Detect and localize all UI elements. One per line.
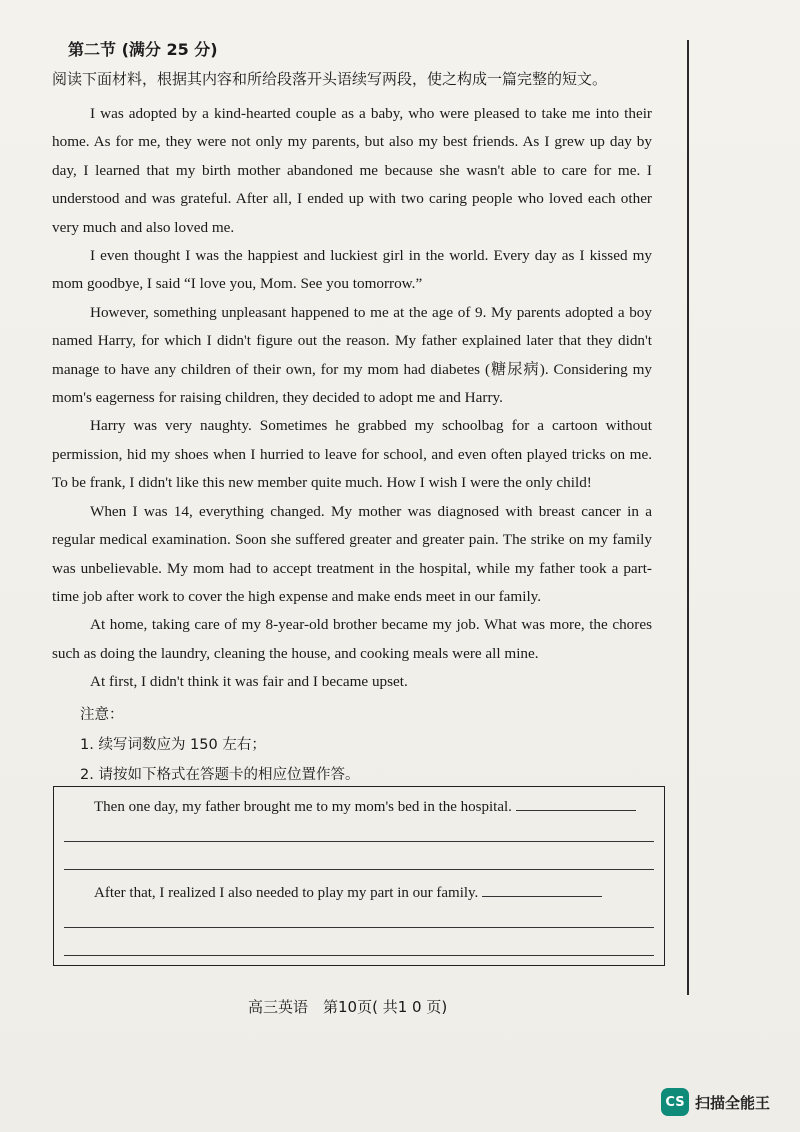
writing-line	[64, 869, 654, 870]
instruction-text: 阅读下面材料，根据其内容和所给段落开头语续写两段，使之构成一篇完整的短文。	[52, 70, 608, 88]
prompt-1-text: Then one day, my father brought me to my mom's bed in the hospital.	[94, 799, 512, 815]
watermark-text: 扫描全能王	[695, 1093, 771, 1112]
paragraph-1: I was adopted by a kind-hearted couple as a baby, who were pleased to take me into their home. As for me, they were not only my parents, but also my best friends. As I grew up day by day, I learned that my birth mother abandoned me because she wasn't able to care for me. I understood and was grateful. After all, I ended up with two caring people who loved each other very much and also loved me.	[52, 105, 652, 236]
page-footer: 高三英语 第10页( 共1 0 页)	[248, 998, 448, 1016]
paragraph-5: When I was 14, everything changed. My mother was diagnosed with breast cancer in a regular medical examination. Soon she suffered greater and greater pain. The strike on my family was unbelievable. My mom had to accept treatment in the hospital, while my father took a part-time job after work to cover the high expense and make ends meet in our family.	[52, 502, 652, 605]
prompt-1	[94, 799, 636, 816]
writing-line	[64, 955, 654, 956]
paragraph-6: At home, taking care of my 8-year-old brother became my job. What was more, the chores such as doing the laundry, cleaning the house, and cooking meals were all mine.	[52, 616, 652, 662]
note-item: 1. 续写词数应为 150 左右；	[80, 737, 266, 753]
writing-line	[64, 841, 654, 842]
prompt-2-text: After that, I realized I also needed to play my part in our family.	[94, 885, 479, 901]
writing-line	[64, 927, 654, 928]
reading-passage	[52, 100, 652, 697]
paragraph-7: At first, I didn't think it was fair and I became upset.	[90, 673, 408, 691]
scanner-watermark	[661, 1088, 770, 1116]
note-item: 2. 请按如下格式在答题卡的相应位置作答。	[80, 767, 360, 783]
prompt-2	[94, 885, 602, 902]
writing-blank	[516, 810, 636, 811]
notes-section	[80, 700, 359, 790]
section-title: 第二节 (满分 25 分)	[68, 40, 218, 59]
paragraph-3: However, something unpleasant happened to me at the age of 9. My parents adopted a boy named Harry, for which I didn't figure out the reason. My father explained later that they didn't manage to have any children of their own, for my mom had diabetes (糖尿病). Considering my mom's eagerness for raising children, they decided to adopt me and Harry.	[52, 303, 652, 407]
writing-blank	[482, 896, 602, 897]
notes-heading: 注意：	[80, 707, 124, 723]
camscanner-logo-icon: CS	[661, 1088, 689, 1116]
paragraph-2: I even thought I was the happiest and luckiest girl in the world. Every day as I kissed my mom goodbye, I said “I love you, Mom. See you tomorrow.”	[52, 247, 652, 293]
answer-box	[53, 786, 665, 966]
paragraph-4: Harry was very naughty. Sometimes he grabbed my schoolbag for a cartoon without permission, hid my shoes when I hurried to leave for school, and even often played tricks on me. To be frank, I didn't like this new member quite much. How I wish I were the only child!	[52, 417, 652, 492]
margin-rule	[687, 40, 689, 995]
